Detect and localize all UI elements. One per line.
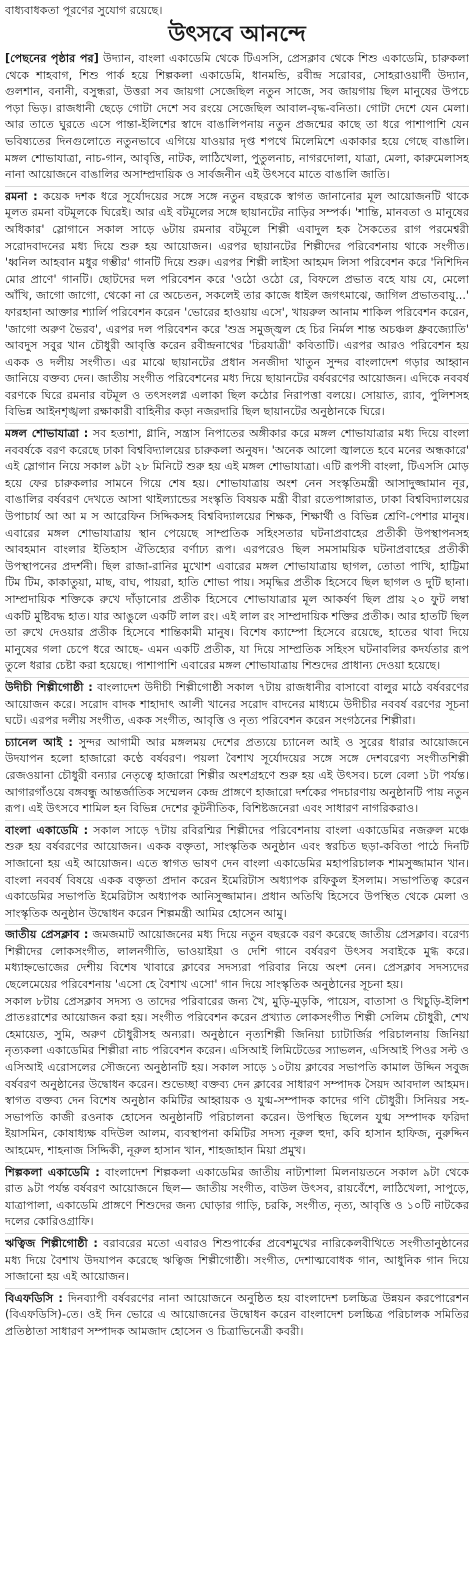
section-text: জমজমাট আয়োজনের মধ্য দিয়ে নতুন বছরকে বরণ করেছে জাতীয় প্রেসক্লাব। বরেণ্য শিল্পীদের লোকসংগীত, লালনগীতি, ভাওয়াইয়া ও দেশি গানে বর্ষবরণ উৎসব সবাইকে মুগ্ধ করে। মধ্যাহ্নভোজের দেশীয় বিশেষ খাবারে ক্লাবের সদস্যরা পরিবার নিয়ে অংশ নেন। প্রেসক্লাব সদস্যদের ছেলেমেয়ের পরিবেশনায় 'এসো হে বৈশাখ এসো' গান দিয়ে সাংস্কৃতিক অনুষ্ঠানের সূচনা হয়।	[5, 928, 469, 992]
section-press-club	[5, 927, 469, 993]
divider	[5, 1162, 469, 1163]
section-lead: উদীচী শিল্পীগোষ্ঠী :	[5, 680, 93, 694]
section-lead: বিএফডিসি :	[5, 1291, 63, 1305]
section-text: সুন্দর আগামী আর মঙ্গলময় দেশের প্রত্যয়ে চ্যানেল আই ও সুরের ধারার আয়োজনে উদযাপন হলো হাজারো কণ্ঠে বর্ষবরণ। পয়লা বৈশাখ সূর্যোদয়ের সঙ্গে সঙ্গে দেশবরেণ্য সংগীতশিল্পী রেজওয়ানা চৌধুরী বন্যার নেতৃত্বে হাজারো শিল্পীর অংশগ্রহণে শুরু হয় এই উৎসব। চলে বেলা ১টা পর্যন্ত। আগারগাঁওয়ে বঙ্গবন্ধু আন্তর্জাতিক সম্মেলন কেন্দ্র প্রাঙ্গণে হাজারো দর্শকের পদচারণায় অনুষ্ঠানটি পায় নতুন রূপ। এই উৎসবে শামিল হন বিভিন্ন দেশের কূটনীতিক, বিশিষ্টজনেরা এবং সাধারণ নাগরিকরাও।	[5, 735, 469, 816]
section-ritwij	[5, 1236, 469, 1286]
intro-text: উদ্যান, বাংলা একাডেমি থেকে টিএসসি, প্রেসক্লাব থেকে শিশু একাডেমি, চারুকলা থেকে শাহবাগ, শিশু পার্ক হয়ে শিল্পকলা একাডেমি, ধানমন্ডি, রবীন্দ্র সরোবর, সোহরাওয়ার্দী উদ্যান, গুলশান, বনানী, বসুন্ধরা, উত্তরা সব জায়গা সেজেছিল নতুন সাজে, সব জায়গায় ছিল মানুষের উপচে পড়া ভিড়। রাজধানী ছেড়ে গোটা দেশে সব রংয়ে সেজেছিল আবাল-বৃদ্ধ-বনিতা। গোটা দেশে যেন মেলা। আর তাতে ঘুরতে এসে পান্তা-ইলিশের স্বাদে বাঙালিপনায় নতুন প্রজন্মের কাছে তা ধরে পাশাপাশি যেন ভবিষ্যতের দিনগুলোতে নতুনভাবে এগিয়ে যাওয়ার দৃপ্ত শপথে মিলেমিশে একাকার হয়ে গেছে বাঙালি। মঙ্গল শোভাযাত্রা, নাচ-গান, আবৃত্তি, নাটক, লাঠিখেলা, পুতুলনাচ, নাগরদোলা, যাত্রা, মেলা, কারুমেলাসহ নানা আয়োজনে বাঙালির অসাম্প্রদায়িক ও সার্বজনীন এই উৎসবে মাতে বাঙালি জাতি।	[5, 52, 469, 182]
continued-text-line: বাধ্যবাধকতা পূরণের সুযোগ রয়েছে।	[5, 4, 163, 17]
divider	[5, 924, 469, 925]
section-lead: চ্যানেল আই :	[5, 735, 73, 749]
section-bangla-academy	[5, 823, 469, 923]
divider	[5, 1288, 469, 1289]
section-lead: শিল্পকলা একাডেমি :	[5, 1165, 100, 1179]
section-ramna	[5, 189, 469, 421]
section-bfdc	[5, 1291, 469, 1341]
section-lead: রমনা :	[5, 189, 38, 203]
section-text: কয়েক দশক ধরে সূর্যোদয়ের সঙ্গে সঙ্গে নতুন বছরকে স্বাগত জানানোর মূল আয়োজনটি থাকে মূলত রমনা বটমূলকে ঘিরেই। আর এই বটমূলের সঙ্গে ছায়ানটের নাড়ির সম্পর্ক। 'শান্তি, মানবতা ও মানুষের অধিকার' স্লোগানে সকাল সাড়ে ৬টায় রমনার বটমূলে শিল্পী এবাদুল হক সৈকতের রাগ পরমেশ্বরী সরোদবাদনের মধ্য দিয়ে শুরু হয় আয়োজন। এরপর ছায়ানটের শিল্পীদের পরিবেশনায় থাকে সংগীত। 'ধ্বনিল আহবান মধুর গম্ভীর' গানটি দিয়ে শুরু। এরপর শিল্পী লাইসা আহমদ লিসা পরিবেশন করে 'নিশিদিন মোর প্রাণে' গানটি। ছোটদের দল পরিবেশন করে 'ওঠো ওঠো রে, বিফলে প্রভাত বহে যায় যে, মেলো আঁখি, জাগো জাগো, থেকো না রে অচেতন, সকলেই তার কাজে ধাইল জগৎমাঝে, জাগিল প্রভাতবায়ু...' ফারহানা আক্তার শ্যার্লি পরিবেশন করেন 'ভোরের হাওয়ায় এসে', খায়রুল আনাম শাকিল পরিবেশন করেন, 'জাগো অরুণ ভৈরব', এরপর দল পরিবেশন করে 'শুভ্র সমুজ্জ্বল হে চির নির্মল শান্ত অচঞ্চল ধ্রুবজ্যোতি' আবদুস সবুর খান চৌধুরী আবৃত্তি করেন রবীন্দ্রনাথের 'চিরযাত্রী' কবিতাটি। এরপর আরও পরিবেশন হয় একক ও দলীয় সংগীত। এর মাঝে ছায়ানটের প্রধান সনজীদা খাতুন সুন্দর বাংলাদেশ গড়ার আহ্বান জানিয়ে বক্তব্য দেন। জাতীয় সংগীত পরিবেশনের মধ্য দিয়ে ছায়ানটের বর্ষবরণের আয়োজন। এদিকে নববর্ষ বরণকে ঘিরে রমনার বটমূল ও তৎসংলগ্ন এলাকা ছিল কঠোর নিরাপত্তা বলয়ে। সোয়াত, র‍্যাব, পুলিশসহ বিভিন্ন আইনশৃঙ্খলা রক্ষাকারী বাহিনীর কড়া নজরদারি ছিল ছায়ানটের অনুষ্ঠানকে ঘিরে।	[5, 189, 469, 419]
article-headline: উৎসবে আনন্দে	[168, 21, 306, 47]
article-body	[5, 51, 469, 1579]
divider	[5, 1233, 469, 1234]
divider	[5, 820, 469, 821]
section-lead: জাতীয় প্রেসক্লাব :	[5, 928, 89, 942]
section-text: বাংলাদেশ উদীচী শিল্পীগোষ্ঠী সকাল ৭টায় রাজধানীর বাসাবো বালুর মাঠে বর্ষবরণের আয়োজন করে। সরোদ বাদক শাহাদাৎ আলী খানের সরোদ বাদনের মাধ্যমে উদীচীর নববর্ষ বরণের সূচনা ঘটে। এরপর দলীয় সংগীত, একক সংগীত, আবৃত্তি ও নৃত্য পরিবেশন করেন সংগঠনের শিল্পীরা।	[5, 680, 469, 728]
section-shilpakala	[5, 1165, 469, 1231]
section-text: দিনব্যাপী বর্ষবরণের নানা আয়োজনে অনুষ্ঠিত হয় বাংলাদেশ চলচ্চিত্র উন্নয়ন করপোরেশন (বিএফডিসি)-তে। ওই দিন ভোরে এ আয়োজনের উদ্বোধন করেন বাংলাদেশ চলচ্চিত্র পরিচালক সমিতির প্রতিষ্ঠাতা সাধারণ সম্পাদক আমজাদ হোসেন ও চিত্রাভিনেত্রী কবরী।	[5, 1291, 469, 1338]
continuation-tag: [পেছনের পৃষ্ঠার পর]	[5, 52, 99, 65]
divider	[5, 423, 469, 424]
section-udichi	[5, 680, 469, 730]
section-text: সকাল সাড়ে ৭টায় রবিরশ্মির শিল্পীদের পরিবেশনায় বাংলা একাডেমির নজরুল মঞ্চে শুরু হয় বর্ষবরণের আয়োজন। একক বক্তৃতা, সাংস্কৃতিক অনুষ্ঠান এবং স্বরচিত ছড়া-কবিতা পাঠে দিনটি সাজানো হয় এই আয়োজন। এতে স্বাগত ভাষণ দেন বাংলা একাডেমির মহাপরিচালক শামসুজ্জামান খান। বাংলা নববর্ষ বিষয়ে একক বক্তৃতা প্রদান করেন ইমেরিটাস অধ্যাপক রফিকুল ইসলাম। সভাপতিত্ব করেন একাডেমির সভাপতি ইমেরিটাস অধ্যাপক আনিসুজ্জামান। প্রধান অতিথি হিসেবে উপস্থিত থেকে মেলা ও সাংস্কৃতিক অনুষ্ঠান উদ্বোধন করেন শিল্পমন্ত্রী আমির হোসেন আমু।	[5, 823, 469, 920]
section-text: সব হতাশা, গ্লানি, সন্ত্রাস নিপাতের অঙ্গীকার করে মঙ্গল শোভাযাত্রার মধ্য দিয়ে বাংলা নববর্ষকে বরণ করেছে ঢাকা বিশ্ববিদ্যালয়ের চারুকলা অনুষদ। 'অনেক আলো জ্বালতে হবে মনের অন্ধকারে' এই স্লোগান নিয়ে সকাল ৯টা ২৮ মিনিটে শুরু হয় এই মঙ্গল শোভাযাত্রা। এটি রূপসী বাংলা, টিএসসি মোড় হয়ে ফের চারুকলার সামনে গিয়ে শেষ হয়। শোভাযাত্রায় অংশ নেন সংস্কৃতিমন্ত্রী আসাদুজ্জামান নূর, বাঙালির বর্ষবরণ দেখতে আসা থাইল্যান্ডের সংস্কৃতি বিষয়ক মন্ত্রী বীরা রতেপাঙ্গারাত, ঢাকা বিশ্ববিদ্যালয়ের উপাচার্য আ আ ম স আরেফিন সিদ্দিকসহ বিশ্ববিদ্যালয়ের শিক্ষক, শিক্ষার্থী ও বিভিন্ন শ্রেণি-পেশার মানুষ। এবারের মঙ্গল শোভাযাত্রায় স্থান পেয়েছে সাম্প্রতিক সহিংসতার ঘটনাপ্রবাহের প্রতীকী উপস্থাপনসহ আবহমান বাংলার ইতিহাস ঐতিহ্যের বর্ণাঢ্য রূপ। এরপরেও ছিল সমসাময়িক ঘটনাপ্রবাহের প্রতীকী উপস্থাপনের প্রদর্শনী। ছিল রাজা-রানির মুখোশ এবারের মঙ্গল শোভাযাত্রায় ছাগল, তোতা পাখি, হাট্টিমা টিম টিম, কাকাতুয়া, মাছ, বাঘ, পায়রা, হাতি শোভা পায়। সমৃদ্ধির প্রতীক হিসেবে ছিল ছাগল ও দুটি ছানা। সাম্প্রদায়িক শক্তিকে রুখে দাঁড়ানোর প্রতীক হিসেবে শোভাযাত্রার মূল আকর্ষণ ছিল প্রায় ২০ ফুট লম্বা একটি মুষ্টিবদ্ধ হাত। যার আঙুলে একটি লাল রং। এই লাল রং সাম্প্রদায়িক শক্তির প্রতীক। আর হাতটি ছিল তা রুখে দেওয়ার প্রতীক হিসেবে শান্তিকামী মানুষ। বিশেষ ক্যাম্পো হিসেবে রয়েছে, হাতের থাবা দিয়ে মানুষের গলা চেপে ধরে আছে- এমন একটি প্রতীক, যা দিয়ে সাম্প্রতিক সহিংস ঘটনাবলির কদর্যতার রূপ তুলে ধরার চেষ্টা করা হয়েছে। পাশাপাশি এবারের মঙ্গল শোভাযাত্রায় শিশুদের প্রাধান্য দেওয়া হয়েছে।	[5, 427, 469, 673]
divider	[5, 186, 469, 187]
section-press-club-continued	[5, 994, 469, 1160]
section-text: বরাবরের মতো এবারও শিশুপার্কের প্রবেশমুখের নারিকেলবীথিতে সংগীতানুষ্ঠানের মধ্য দিয়ে বৈশাখ উদযাপন করেছে ঋত্বিজ শিল্পীগোষ্ঠী। সংগীত, দেশাত্মবোধক গান, আধুনিক গান দিয়ে সাজানো হয় এই আয়োজন।	[5, 1236, 469, 1284]
section-lead: মঙ্গল শোভাযাত্রা :	[5, 427, 89, 441]
section-text: সকাল ৮টায় প্রেসক্লাব সদস্য ও তাদের পরিবারের জন্য খৈ, মুড়ি-মুড়কি, পায়েস, বাতাসা ও খিচুড়ি-ইলিশ প্রাতঃরাশের আয়োজন করা হয়। সংগীত পরিবেশন করেন প্রখ্যাত লোকসংগীত শিল্পী সেলিম চৌধুরী, শেখ হেমায়েত, সুমি, অরুণ চৌধুরীসহ অন্যরা। অনুষ্ঠানে নৃত্যশিল্পী জিনিয়া চ্যাটার্জির পরিচালনায় জিনিয়া নৃত্যকলা একাডেমির শিল্পীরা নাচ পরিবেশন করেন। এসিআই লিমিটেডের স্যাভলন, এসিআই পিওর সল্ট ও এসিআই এরোসলের সৌজন্যে অনুষ্ঠানটি হয়। সকাল সাড়ে ১০টায় ক্লাবের সভাপতি কামাল উদ্দিন সবুজ বর্ষবরণ অনুষ্ঠানের উদ্বোধন করেন। শুভেচ্ছা বক্তব্য দেন ক্লাবের সাধারণ সম্পাদক সৈয়দ আবদাল আহমদ। স্বাগত বক্তব্য দেন বিশেষ অনুষ্ঠান কমিটির আহ্বায়ক ও যুগ্ম-সম্পাদক কাদের গণি চৌধুরী। সিনিয়র সহ-সভাপতি কাজী রওনাক হোসেন অনুষ্ঠানটি পরিচালনা করেন। উপস্থিত ছিলেন যুগ্ম সম্পাদক ফরিদা ইয়াসমিন, কোষাধ্যক্ষ বদিউল আলম, ব্যবস্থাপনা কমিটির সদস্য নূরুল হুদা, কবি হাসান হাফিজ, নুরুদ্দিন আহমেদ, শাহনাজ সিদ্দিকী, নূরুল হাসান খান, শাহজাহান মিয়া প্রমুখ।	[5, 994, 469, 1157]
divider	[5, 677, 469, 678]
section-mongol-shobhajatra	[5, 426, 469, 675]
section-lead: বাংলা একাডেমি :	[5, 823, 89, 837]
intro-paragraph	[5, 51, 469, 184]
section-text: বাংলাদেশ শিল্পকলা একাডেমির জাতীয় নাট্যশালা মিলনায়তনে সকাল ৯টা থেকে রাত ৯টা পর্যন্ত বর্ষবরণ আয়োজনে ছিল— জাতীয় সংগীত, বাউল উৎসব, রায়বেঁশে, লাঠিখেলা, সাপুড়ে, যাত্রাপালা, একাডেমি প্রাঙ্গণে শিশুদের জন্য ঘোড়ার গাড়ি, চরকি, সংগীত, নৃত্য, আবৃত্তি ও ১০টি নাটকের দলের কোরিওগ্রাফি।	[5, 1165, 469, 1229]
divider	[5, 732, 469, 733]
section-channel-i	[5, 735, 469, 818]
section-lead: ঋত্বিজ শিল্পীগোষ্ঠী :	[5, 1236, 98, 1250]
